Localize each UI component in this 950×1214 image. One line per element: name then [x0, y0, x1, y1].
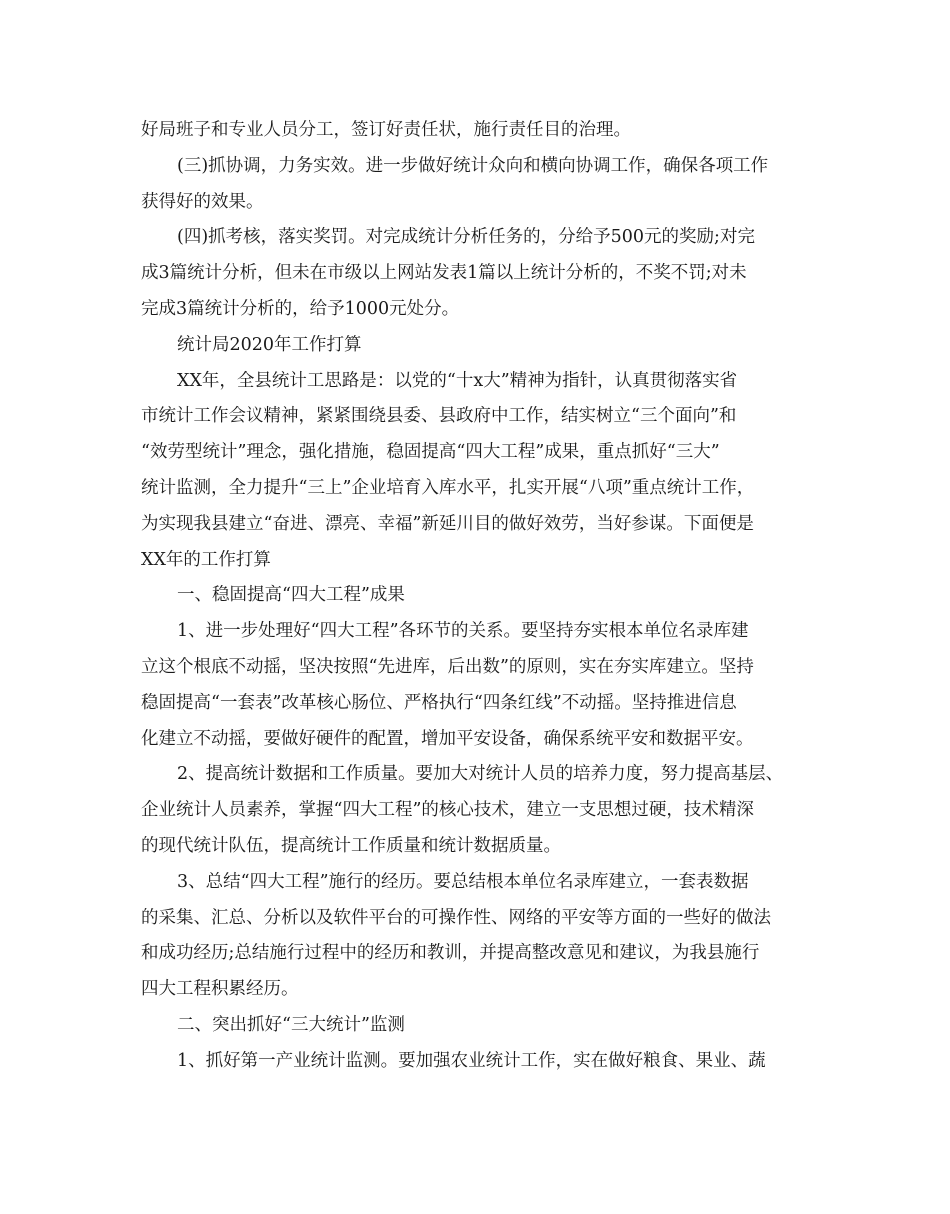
text-line: 成3篇统计分析，但未在市级以上网站发表1篇以上统计分析的，不奖不罚;对未: [141, 263, 747, 284]
text-line: 四大工程积累经历。: [141, 979, 299, 1000]
text-line: 2、提高统计数据和工作质量。要加大对统计人员的培养力度，努力提高基层、: [177, 764, 784, 785]
text-line: 统计局2020年工作打算: [177, 334, 362, 355]
text-line: 立这个根底不动摇，坚决按照“先进库，后出数”的原则，实在夯实库建立。坚持: [141, 656, 754, 677]
text-line: 统计监测，全力提升“三上”企业培育入库水平，扎实开展“八项”重点统计工作，: [141, 477, 755, 498]
text-line: 1、抓好第一产业统计监测。要加强农业统计工作，实在做好粮食、果业、蔬: [177, 1050, 766, 1071]
text-line: 3、总结“四大工程”施行的经历。要总结根本单位名录库建立，一套表数据: [177, 871, 749, 892]
text-line: 一、稳固提高“四大工程”成果: [177, 585, 405, 606]
text-line: 二、突出抓好“三大统计”监测: [177, 1014, 405, 1035]
text-line: 的现代统计队伍，提高统计工作质量和统计数据质量。: [141, 835, 561, 856]
text-line: 稳固提高“一套表”改革核心肠位、严格执行“四条红线”不动摇。坚持推进信息: [141, 692, 737, 713]
text-line: 和成功经历;总结施行过程中的经历和教训，并提高整改意见和建议，为我县施行: [141, 943, 760, 964]
text-line: (三)抓协调，力务实效。进一步做好统计众向和横向协调工作，确保各项工作: [177, 155, 769, 176]
text-line: 获得好的效果。: [141, 191, 264, 212]
text-line: 1、进一步处理好“四大工程”各环节的关系。要坚持夯实根本单位名录库建: [177, 621, 749, 642]
text-line: 的采集、汇总、分析以及软件平台的可操作性、网络的平安等方面的一些好的做法: [141, 907, 771, 928]
text-line: (四)抓考核，落实奖罚。对完成统计分析任务的，分给予500元的奖励;对完: [177, 227, 755, 248]
text-line: 完成3篇统计分析的，给予1000元处分。: [141, 298, 460, 319]
text-line: XX年的工作打算: [141, 549, 271, 570]
text-line: 为实现我县建立“奋进、漂亮、幸福”新延川目的做好效劳，当好参谋。下面便是: [141, 513, 754, 534]
text-line: 好局班子和专业人员分工，签订好责任状，施行责任目的治理。: [141, 120, 631, 140]
document-body: [141, 113, 831, 1080]
text-line: 企业统计人员素养，掌握“四大工程”的核心技术，建立一支思想过硬，技术精深: [141, 800, 754, 821]
text-line: “效劳型统计”理念，强化措施，稳固提高“四大工程”成果，重点抓好“三大”: [141, 442, 720, 463]
text-line: 化建立不动摇，要做好硬件的配置，增加平安设备，确保系统平安和数据平安。: [141, 728, 754, 749]
text-line: XX年，全县统计工思路是：以党的“十x大”精神为指针，认真贯彻落实省: [177, 370, 738, 391]
text-line: 市统计工作会议精神，紧紧围绕县委、县政府中工作，结实树立“三个面向”和: [141, 406, 737, 427]
